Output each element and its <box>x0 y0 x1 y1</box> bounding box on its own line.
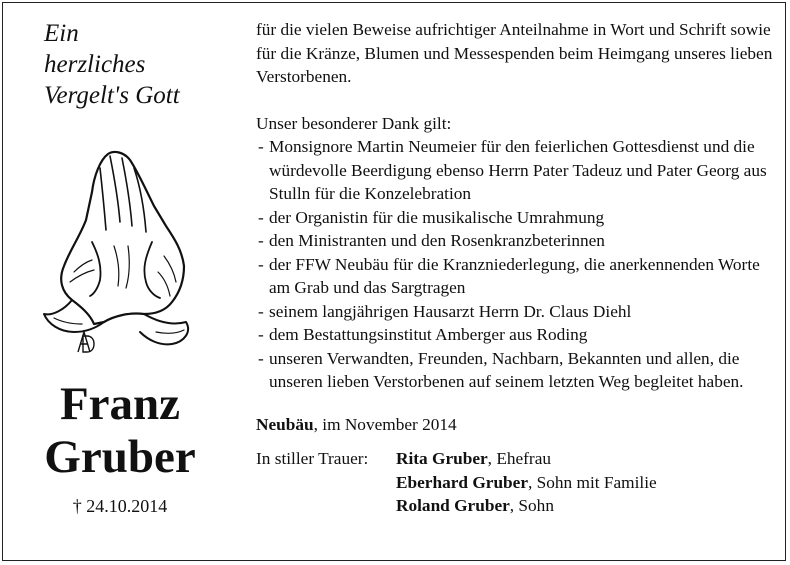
thanks-item: - der FFW Neubäu für die Kranzniederlegung, die anerkennenden Worte am Grab und das Sargtragen <box>256 253 781 300</box>
thanks-item: - seinem langjährigen Hausarzt Herrn Dr. Claus Diehl <box>256 300 781 324</box>
thanks-list <box>256 135 781 394</box>
thanks-heading: Unser besonderer Dank gilt: <box>256 113 452 133</box>
place-date-line <box>256 413 781 437</box>
place-date: , im November 2014 <box>313 414 457 434</box>
mourner-entry <box>396 494 657 518</box>
cross-icon: † <box>72 496 82 516</box>
thanks-item: - dem Bestattungsinstitut Amberger aus Roding <box>256 323 781 347</box>
mourner-relation: , Ehefrau <box>487 449 551 468</box>
thanks-item: - der Organistin für die musikalische Umrahmung <box>256 206 781 230</box>
intro-text: für die vielen Beweise aufrichtiger Anteilnahme in Wort und Schrift sowie für die Kränze, Blumen und Messespenden beim Heimgang unseres lieben Verstorbenen. <box>256 20 773 86</box>
heading-line-3: Vergelt's Gott <box>44 82 180 109</box>
mourner-name: Roland Gruber <box>396 496 510 515</box>
heading <box>44 18 180 111</box>
heading-line-2: herzliches <box>44 51 146 78</box>
thanks-item: - Monsignore Martin Neumeier für den feierlichen Gottesdienst und die würdevolle Beerdigung ebenso Herrn Pater Tadeuz und Pater Georg aus Stulln für die Konzelebration <box>256 135 781 206</box>
thanks-item: - den Ministranten und den Rosenkranzbeterinnen <box>256 229 781 253</box>
mourners-block <box>256 447 781 518</box>
death-date-line <box>0 496 240 517</box>
heading-line-1: Ein <box>44 20 79 47</box>
praying-hands-icon <box>34 146 202 372</box>
mourner-relation: , Sohn <box>509 496 554 515</box>
deceased-name <box>0 378 240 484</box>
left-column <box>0 0 240 565</box>
mourner-relation: , Sohn mit Familie <box>528 472 657 492</box>
mourner-list <box>396 447 657 518</box>
mourner-name: Rita Gruber <box>396 449 488 468</box>
mourner-entry <box>396 447 657 471</box>
right-column <box>256 18 781 518</box>
mourner-name: Eberhard Gruber <box>396 472 529 492</box>
last-name: Gruber <box>44 431 196 483</box>
mourners-label: In stiller Trauer: <box>256 449 369 468</box>
mourner-entry <box>396 471 657 495</box>
thanks-item: - unseren Verwandten, Freunden, Nachbarn, Bekannten und allen, die unseren lieben Verstorbenen auf seinem letzten Weg begleitet haben. <box>256 347 781 394</box>
death-date: 24.10.2014 <box>86 496 168 516</box>
first-name: Franz <box>59 378 181 430</box>
place-town: Neubäu <box>256 414 314 434</box>
